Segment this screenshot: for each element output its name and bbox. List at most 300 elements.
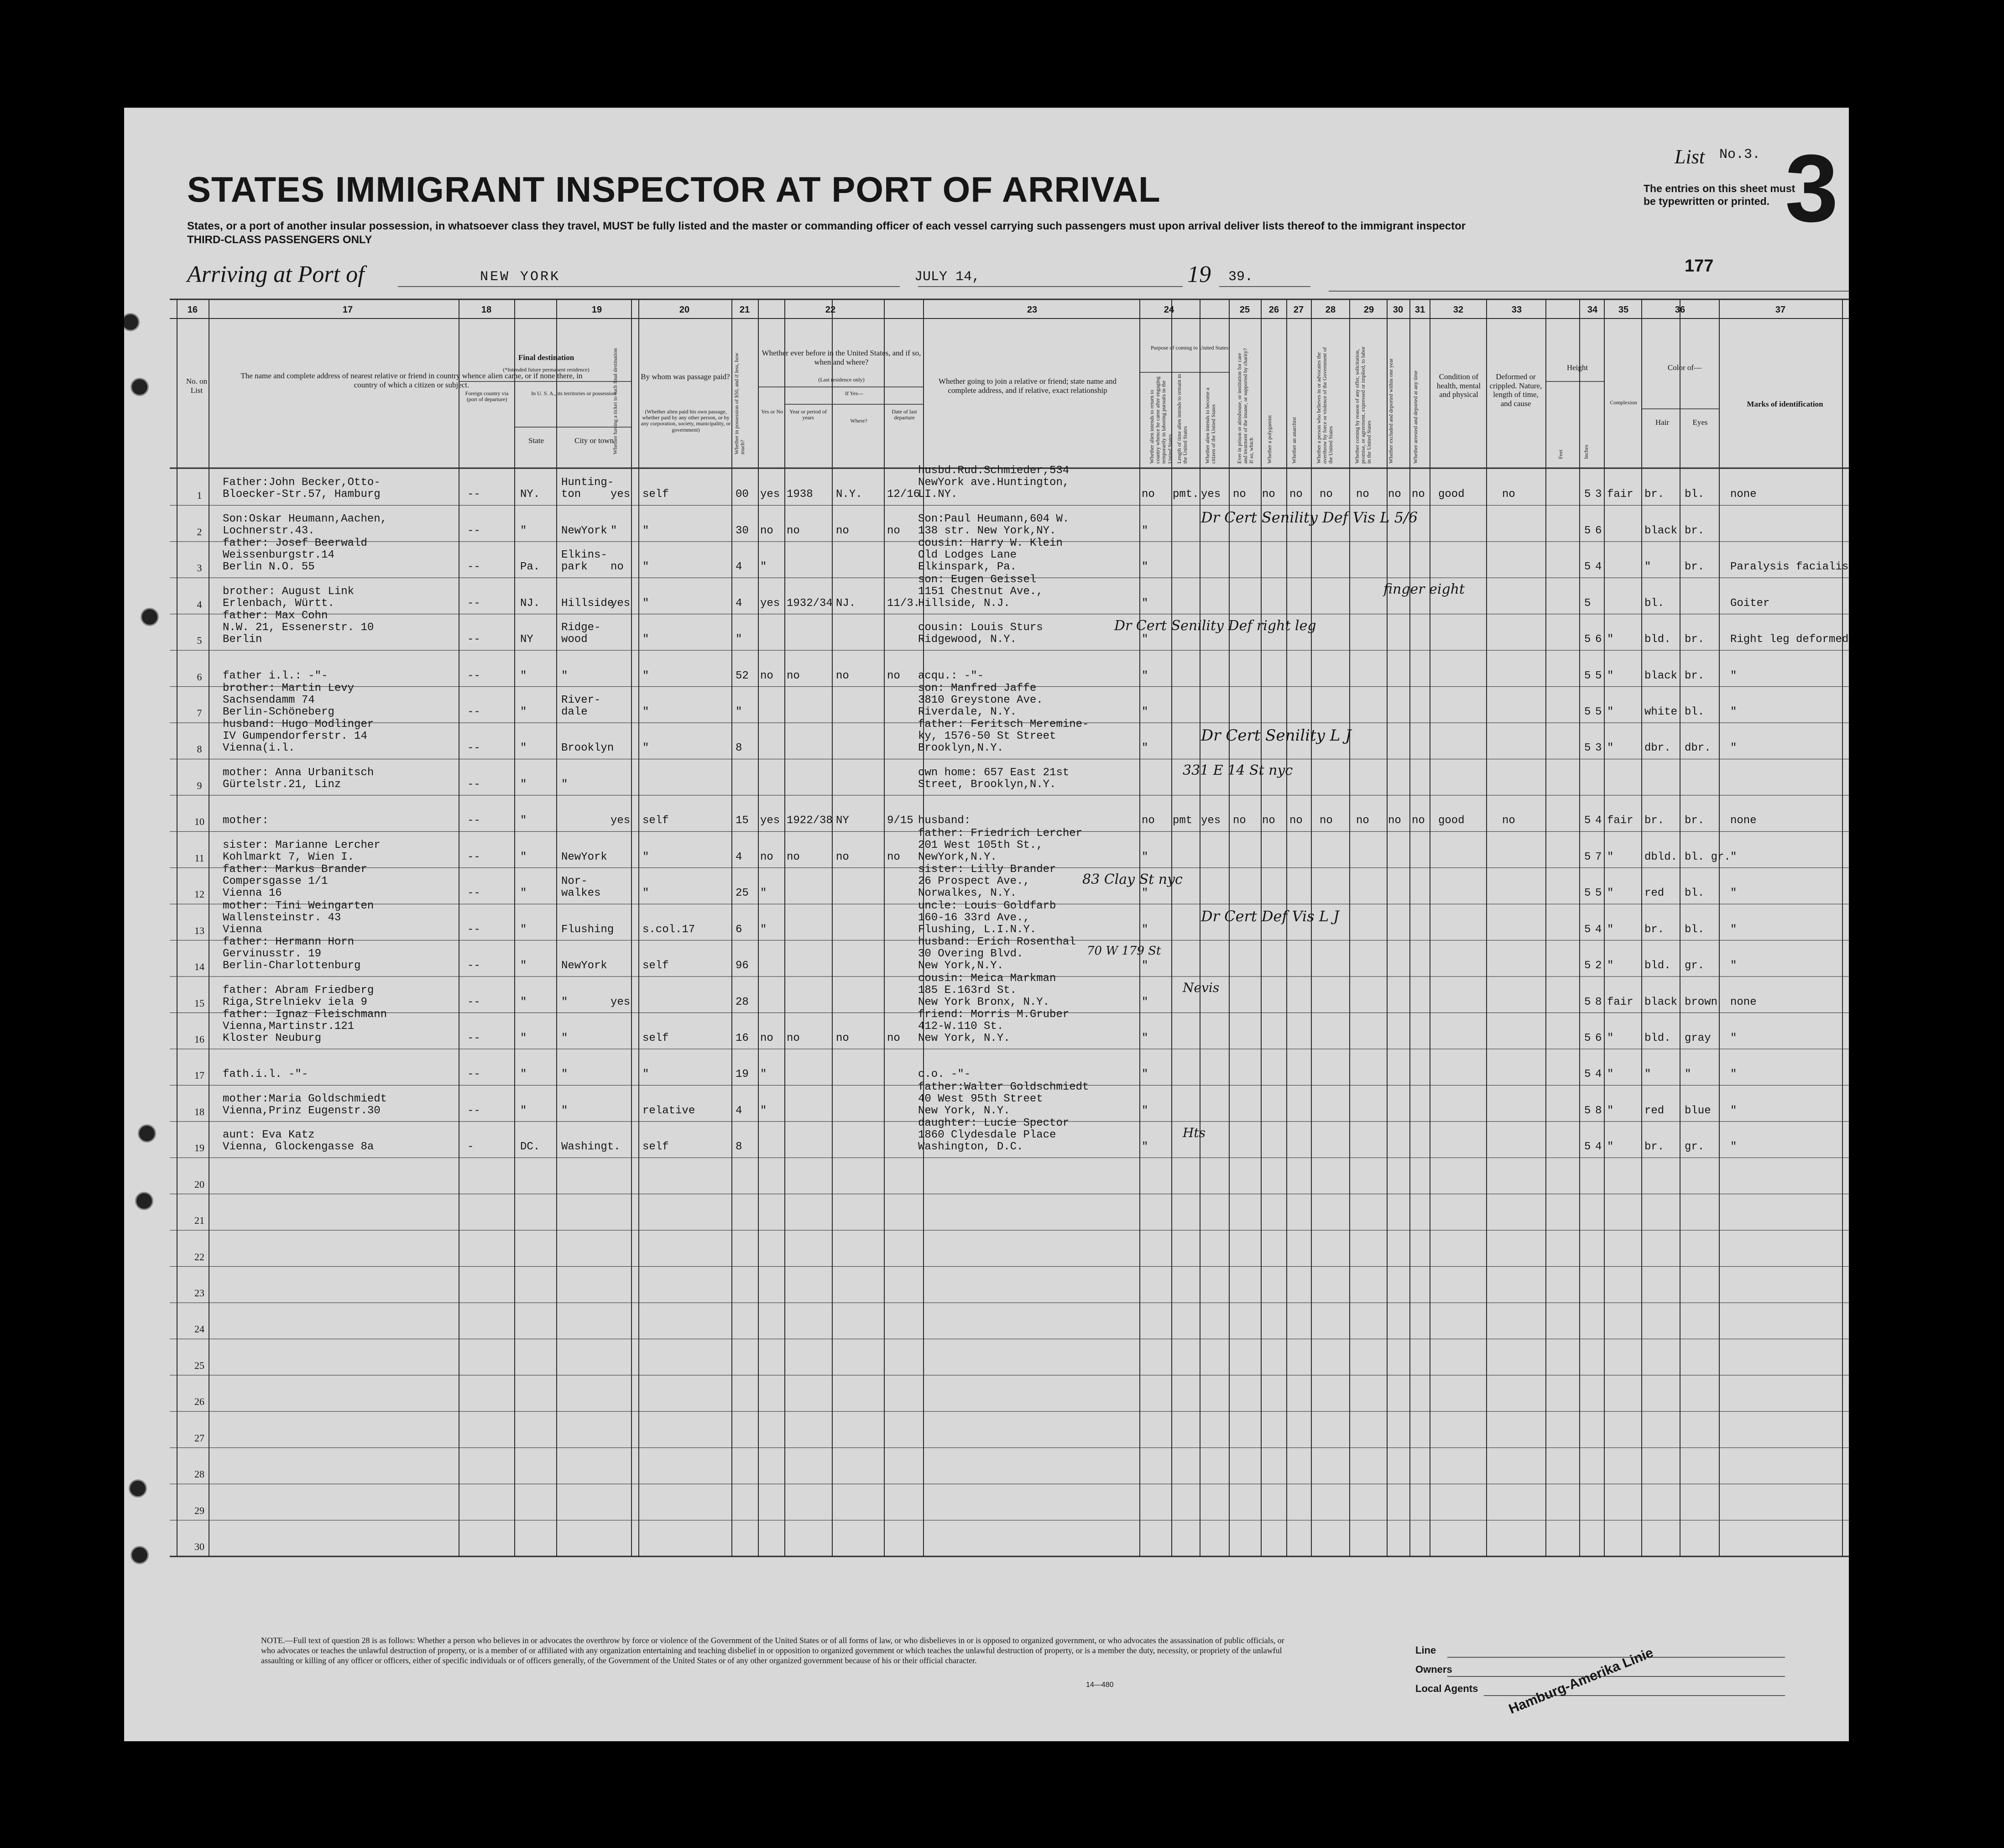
column-number: 30 (1393, 305, 1404, 315)
complexion-cell: " (1607, 1104, 1614, 1117)
header-money: Whether in possession of $50, and if less, how much? (733, 352, 746, 454)
height-feet-cell: 5 (1584, 597, 1591, 610)
column-number: 37 (1775, 305, 1786, 315)
height-feet-cell: 5 (1584, 923, 1591, 936)
header-complexion: Complexion (1610, 399, 1637, 406)
row-number: 8 (197, 743, 202, 755)
relative-address-line: Vienna (223, 923, 262, 936)
city-cell: Brooklyn (561, 742, 614, 755)
state-cell: " (520, 960, 527, 972)
join-relative-line: Elkinspark, Pa. (918, 561, 1017, 574)
row-number: 27 (194, 1432, 204, 1444)
state-cell: " (520, 669, 527, 682)
year-cell: no (787, 669, 800, 682)
money-cell: 19 (736, 1068, 749, 1081)
departure-date-cell: no (887, 1032, 900, 1044)
state-cell: NJ. (520, 597, 540, 610)
height-feet-cell: 5 (1584, 488, 1591, 501)
marks-cell: " (1730, 1104, 1737, 1117)
join-relative-line: 185 E.163rd St. (918, 984, 1017, 997)
prison-cell: no (1233, 488, 1246, 501)
header-last-departure: Date of last departure (892, 408, 917, 421)
join-relative-line: uncle: Louis Goldfarb (918, 899, 1056, 912)
relative-address-line: aunt: Eva Katz (223, 1129, 315, 1142)
row-number: 12 (194, 888, 204, 900)
join-relative-line: Flushing, L.I.N.Y. (918, 923, 1037, 936)
complexion-cell: " (1607, 633, 1614, 646)
purpose-return-cell: " (1142, 1104, 1148, 1117)
hair-cell: br. (1644, 814, 1665, 827)
join-relative-line: cousin: Louis Sturs (918, 621, 1043, 634)
year-cell: 1922/38 (787, 814, 833, 827)
marks-cell: " (1730, 742, 1737, 755)
header-hair: Hair (1655, 418, 1670, 427)
city-cell: dale (561, 706, 588, 719)
ticket-cell: yes (611, 996, 631, 1008)
money-cell: 4 (736, 1104, 742, 1117)
handwritten-note: Dr Cert Senility L J (1201, 726, 1352, 745)
join-relative-line: sister: Lilly Brander (918, 863, 1056, 876)
relative-address-line: Lochnerstr.43. (223, 524, 315, 537)
foreign-port-cell: -- (467, 669, 480, 682)
purpose-return-cell: " (1142, 923, 1148, 936)
city-cell: ton (561, 488, 581, 501)
marks-cell: none (1730, 814, 1757, 827)
purpose-return-cell: no (1142, 488, 1155, 501)
join-relative-line: NewYork,N.Y. (918, 851, 997, 863)
eyes-cell: bl. (1685, 923, 1705, 936)
row-number: 3 (197, 562, 202, 574)
header-polygamist: Whether a polygamist (1266, 415, 1273, 464)
foreign-port-cell: -- (467, 778, 480, 791)
departure-date-cell: 12/16 (887, 488, 920, 501)
height-feet-cell: 5 (1584, 851, 1591, 863)
header-state: State (528, 436, 544, 445)
year-cell: no (787, 1032, 800, 1044)
eyes-cell: bl. (1685, 706, 1705, 719)
header-final-destination-sub: (*Intended future permanent residence) (503, 366, 590, 373)
column-number: 27 (1293, 305, 1304, 315)
join-relative-line: friend: Morris M.Gruber (918, 1008, 1070, 1021)
height-feet-cell: 5 (1584, 1104, 1591, 1117)
relative-address-line: father i.l.: -"- (223, 669, 328, 682)
height-inches-cell: 6 (1595, 1032, 1602, 1044)
foreign-port-cell: -- (467, 524, 480, 537)
join-relative-line: son: Eugen Geissel (918, 573, 1037, 586)
passage-paid-cell: self (642, 488, 669, 501)
join-relative-line: father: Friedrich Lercher (918, 827, 1083, 840)
relative-address-line: husband: Hugo Modlinger (223, 718, 374, 731)
money-cell: 8 (736, 742, 742, 755)
state-cell: " (520, 778, 527, 791)
passage-paid-cell: self (642, 960, 669, 972)
column-number: 18 (481, 305, 492, 315)
purpose-return-cell: no (1142, 814, 1155, 827)
deformed-cell: no (1502, 814, 1515, 827)
hair-cell: bld. (1644, 1032, 1671, 1044)
complexion-cell: " (1607, 851, 1614, 863)
column-number: 28 (1325, 305, 1336, 315)
marks-cell: Goiter (1730, 597, 1770, 610)
foreign-port-cell: -- (467, 742, 480, 755)
header-yes-no: Yes or No (761, 408, 783, 415)
marks-cell: " (1730, 1032, 1737, 1044)
relative-address-line: father: Hermann Horn (223, 936, 355, 949)
join-relative-line: NewYork ave.Huntington, (918, 476, 1070, 489)
header-prison: Ever in prison or almshouse, or institution for care and treatment of the insane, or supported by charity? If so, which (1236, 348, 1255, 464)
join-relative-line: cousin: Meica Markman (918, 972, 1056, 985)
join-relative-line: Hillside, N.J. (918, 597, 1010, 610)
money-cell: 96 (736, 960, 749, 972)
deformed-cell: no (1502, 488, 1515, 501)
join-relative-line: husbd.Rud.Schmieder,534 (918, 465, 1070, 477)
year-cell: no (787, 851, 800, 863)
where-cell: no (836, 1032, 849, 1044)
passage-paid-cell: " (642, 742, 649, 755)
city-cell: NewYork (561, 851, 607, 863)
header-foreign-country: Foreign country via (port of departure) (465, 390, 509, 403)
column-number: 29 (1363, 305, 1374, 315)
ticket-cell: yes (611, 488, 631, 501)
polygamist-cell: no (1262, 814, 1275, 827)
height-feet-cell: 5 (1584, 996, 1591, 1008)
passage-paid-cell: " (642, 524, 649, 537)
complexion-cell: fair (1607, 996, 1633, 1008)
complexion-cell: " (1607, 1141, 1614, 1154)
money-cell: 25 (736, 887, 749, 900)
punch-hole (129, 1479, 147, 1498)
marks-cell: " (1730, 669, 1737, 682)
shipping-line-stamp: Hamburg-Amerika Linie (1507, 1645, 1656, 1717)
relative-address-line: Sachsendamm 74 (223, 694, 315, 707)
city-cell: Hunting- (561, 476, 614, 489)
money-cell: 8 (736, 1141, 742, 1154)
height-inches-cell: 3 (1595, 742, 1602, 755)
hair-cell: black (1644, 669, 1678, 682)
state-cell: " (520, 1104, 527, 1117)
header-feet: Feet (1557, 449, 1564, 459)
join-relative-line: son: Manfred Jaffe (918, 682, 1037, 695)
manifest-sheet (124, 108, 1849, 1741)
arriving-label: Arriving at Port of (187, 261, 365, 287)
header-passage-paid: By whom was passage paid? (641, 372, 730, 381)
join-relative-line: c.o. -"- (918, 1068, 971, 1081)
hair-cell: br. (1644, 488, 1665, 501)
passage-paid-cell: relative (642, 1104, 695, 1117)
relative-address-line: Riga,Strelniekv iela 9 (223, 996, 367, 1008)
labor-offer-cell: no (1356, 814, 1369, 827)
height-feet-cell: 5 (1584, 669, 1591, 682)
height-inches-cell: 8 (1595, 1104, 1602, 1117)
page-number: 177 (1685, 256, 1714, 276)
row-number: 2 (197, 526, 202, 538)
city-cell: park (561, 561, 588, 574)
eyes-cell: " (1685, 1068, 1691, 1081)
city-cell: walkes (561, 887, 601, 900)
state-cell: " (520, 851, 527, 863)
complexion-cell: " (1607, 887, 1614, 900)
overthrow-cell: no (1320, 488, 1333, 501)
height-feet-cell: 5 (1584, 960, 1591, 972)
entries-note-line2: be typewritten or printed. (1644, 195, 1770, 207)
purpose-return-cell: " (1142, 669, 1148, 682)
subtitle-line2: THIRD-CLASS PASSENGERS ONLY (187, 234, 372, 246)
handwritten-note: Hts (1183, 1125, 1206, 1140)
purpose-return-cell: " (1142, 597, 1148, 610)
header-join-relative: Whether going to join a relative or friend; state name and complete address, and if relative, exact relationship (939, 377, 1117, 395)
ticket-cell: yes (611, 597, 631, 610)
column-number: 26 (1268, 305, 1279, 315)
complexion-cell: " (1607, 669, 1614, 682)
column-number: 33 (1511, 305, 1522, 315)
punch-hole (138, 1124, 156, 1143)
ever-before-cell: no (760, 669, 773, 682)
departure-date-cell: 11/3. (887, 597, 920, 610)
money-cell: 6 (736, 923, 742, 936)
money-cell: 4 (736, 561, 742, 574)
relative-address-line: fath.i.l. -"- (223, 1068, 308, 1081)
hair-cell: br. (1644, 1141, 1665, 1154)
join-relative-line: New York, N.Y. (918, 1104, 1010, 1117)
join-relative-line: New York, N.Y. (918, 1032, 1010, 1044)
join-relative-line: 30 Overing Blvd. (918, 948, 1023, 961)
relative-address-line: Compersgasse 1/1 (223, 875, 328, 888)
relative-address-line: Berlin-Charlottenburg (223, 960, 361, 972)
ever-before-cell: no (760, 851, 773, 863)
height-feet-cell: 5 (1584, 742, 1591, 755)
header-inches: Inches (1583, 444, 1589, 459)
arriving-date: JULY 14, (914, 269, 981, 285)
anarchist-cell: no (1289, 488, 1303, 501)
ever-before-cell: " (760, 887, 767, 900)
header-ever-before-sub: (Last residence only) (818, 376, 865, 383)
eyes-cell: br. (1685, 814, 1705, 827)
column-number: 34 (1587, 305, 1598, 315)
header-where: Where? (850, 418, 867, 424)
relative-address-line: brother: August Link (223, 585, 355, 598)
subtitle-line1: States, or a port of another insular possession, in whatsoever class they travel, MUST be fully listed and the master or commanding officer of each vessel carrying such passengers must upon arrival deliver lists thereof to the immigrant inspector (187, 220, 1466, 232)
header-arrested: Whether arrested and deported at any time (1412, 371, 1419, 464)
purpose-citizen-cell: yes (1201, 488, 1221, 501)
height-inches-cell: 5 (1595, 887, 1602, 900)
where-cell: no (836, 669, 849, 682)
foreign-port-cell: -- (467, 1104, 480, 1117)
health-cell: good (1438, 814, 1465, 827)
column-number: 20 (679, 305, 690, 315)
money-cell: 4 (736, 851, 742, 863)
foreign-port-cell: -- (467, 633, 480, 646)
join-relative-line: 1860 Clydesdale Place (918, 1129, 1056, 1142)
passage-paid-cell: " (642, 1068, 649, 1081)
relative-address-line: mother: (223, 814, 269, 827)
where-cell: no (836, 851, 849, 863)
prison-cell: no (1233, 814, 1246, 827)
money-cell: 15 (736, 814, 749, 827)
row-number: 17 (194, 1070, 204, 1081)
eyes-cell: dbr. (1685, 742, 1711, 755)
passage-paid-cell: self (642, 1032, 669, 1044)
column-number: 25 (1239, 305, 1250, 315)
join-relative-line: own home: 657 East 21st (918, 766, 1070, 779)
header-ever-before: Whether ever before in the United States, and if so, when and where? (762, 349, 921, 366)
marks-cell: Paralysis facialis (1730, 561, 1849, 574)
join-relative-line: ky, 1576-50 St Street (918, 730, 1056, 743)
foreign-port-cell: -- (467, 488, 480, 501)
list-number: No.3. (1719, 147, 1761, 162)
hair-cell: " (1644, 561, 1651, 574)
relative-address-line: father: Markus Brander (223, 863, 367, 876)
relative-address-line: father: Josef Beerwald (223, 537, 367, 550)
row-number: 7 (197, 707, 202, 719)
join-relative-line: LI.NY. (918, 488, 958, 501)
ever-before-cell: no (760, 524, 773, 537)
state-cell: NY. (520, 488, 540, 501)
relative-address-line: N.W. 21, Essenerstr. 10 (223, 621, 374, 634)
column-number: 16 (187, 305, 198, 315)
row-number: 5 (197, 635, 202, 647)
header-if-yes: If Yes— (845, 390, 863, 397)
punch-hole (135, 1192, 153, 1210)
height-feet-cell: 5 (1584, 1141, 1591, 1154)
join-relative-line: father:Walter Goldschmiedt (918, 1081, 1089, 1093)
where-cell: NJ. (836, 597, 856, 610)
row-number: 15 (194, 997, 204, 1009)
marks-cell: Right leg deformed (1730, 633, 1849, 646)
column-number: 23 (1027, 305, 1038, 315)
join-relative-line: Old Lodges Lane (918, 549, 1017, 562)
row-number: 20 (194, 1178, 204, 1190)
row-number: 30 (194, 1541, 204, 1552)
row-number: 10 (194, 816, 204, 828)
departure-date-cell: no (887, 669, 900, 682)
purpose-return-cell: " (1142, 887, 1148, 900)
excluded-cell: no (1388, 814, 1401, 827)
height-feet-cell: 5 (1584, 887, 1591, 900)
height-inches-cell: 6 (1595, 633, 1602, 646)
relative-address-line: Son:Oskar Heumann,Aachen, (223, 512, 387, 525)
header-marks: Marks of identification (1747, 400, 1823, 408)
header-no-on-list: No. on List (186, 377, 208, 395)
join-relative-line: father: Feritsch Meremine- (918, 718, 1089, 731)
join-relative-line: Norwalkes, N.Y. (918, 887, 1017, 900)
header-purpose-length: Length of time alien intends to remain in the United States (1176, 374, 1189, 464)
hair-cell: black (1644, 996, 1678, 1008)
money-cell: 16 (736, 1032, 749, 1044)
handwritten-note: Nevis (1183, 980, 1220, 996)
ticket-cell: no (611, 561, 624, 574)
state-cell: NY (520, 633, 533, 646)
punch-hole (130, 378, 149, 396)
height-inches-cell: 4 (1595, 814, 1602, 827)
anarchist-cell: no (1289, 814, 1303, 827)
purpose-return-cell: " (1142, 996, 1148, 1008)
header-excluded: Whether excluded and deported within one year (1388, 358, 1394, 464)
complexion-cell: " (1607, 1068, 1614, 1081)
join-relative-line: New York,N.Y. (918, 960, 1004, 972)
height-inches-cell: 6 (1595, 524, 1602, 537)
join-relative-line: 1151 Chestnut Ave., (918, 585, 1043, 598)
foreign-port-cell: -- (467, 597, 480, 610)
city-cell: " (561, 1104, 568, 1117)
relative-address-line: Vienna,Prinz Eugenstr.30 (223, 1104, 381, 1117)
ever-before-cell: yes (760, 488, 780, 501)
header-anarchist: Whether an anarchist (1291, 417, 1297, 464)
arrested-cell: no (1412, 814, 1425, 827)
relative-address-line: Berlin (223, 633, 262, 646)
handwritten-note: Dr Cert Senility Def Vis L 5/6 (1201, 509, 1418, 527)
passage-paid-cell: s.col.17 (642, 923, 695, 936)
row-number: 21 (194, 1215, 204, 1227)
hair-cell: dbld. (1644, 851, 1678, 863)
marks-cell: " (1730, 923, 1737, 936)
column-number: 22 (825, 305, 836, 315)
row-number: 23 (194, 1287, 204, 1299)
relative-address-line: Gürtelstr.21, Linz (223, 778, 341, 791)
foreign-port-cell: -- (467, 706, 480, 719)
footer-note: NOTE.—Full text of question 28 is as follows: Whether a person who believes in or advocates the overthrow by force or violence of the Government of the United States or of all forms of law, or who disbelieves in or is opposed to organized government, or who advocates the assassination of public officials, or who advocates or teaches the unlawful destruction of property, or is a member of or affiliated with any organization entertaining and teaching disbelief in or opposition to organized government or which teaches the unlawful destruction of property, or is a member the duty, necessity, or propriety of the unlawful assaulting or killing of any officer or officers, either of specific individuals or of officers generally, of the Government of the United States or of any other organized government because of his or their official character. (261, 1636, 1284, 1665)
state-cell: " (520, 814, 527, 827)
relative-address-line: father: Abram Friedberg (223, 984, 374, 997)
money-cell: 28 (736, 996, 749, 1008)
money-cell: " (736, 633, 742, 646)
complexion-cell: " (1607, 706, 1614, 719)
hair-cell: red (1644, 887, 1665, 900)
header-overthrow: Whether a person who believes in or advocates the overthrow by force or violence of the Government of the United States (1315, 347, 1334, 464)
passage-paid-cell: " (642, 706, 649, 719)
header-height: Height (1566, 363, 1588, 372)
passage-paid-cell: " (642, 851, 649, 863)
list-label: List (1675, 146, 1705, 168)
eyes-cell: gr. (1685, 960, 1705, 972)
eyes-cell: br. (1685, 633, 1705, 646)
handwritten-note: Dr Cert Def Vis L J (1201, 908, 1340, 925)
relative-address-line: Kohlmarkt 7, Wien I. (223, 851, 355, 863)
handwritten-note: 70 W 179 St (1087, 944, 1161, 958)
row-number: 11 (194, 852, 204, 864)
join-relative-line: Washington, D.C. (918, 1141, 1023, 1154)
city-cell: Nor- (561, 875, 588, 888)
eyes-cell: br. (1685, 561, 1705, 574)
ticket-cell: " (611, 524, 617, 537)
relative-address-line: Father:John Becker,Otto- (223, 476, 381, 489)
column-number: 35 (1618, 305, 1629, 315)
purpose-return-cell: " (1142, 742, 1148, 755)
passage-paid-cell: self (642, 814, 669, 827)
foreign-port-cell: -- (467, 887, 480, 900)
purpose-return-cell: " (1142, 960, 1148, 972)
state-cell: " (520, 887, 527, 900)
handwritten-note: 83 Clay St nyc (1082, 871, 1183, 887)
header-year: Year or period of years (789, 408, 827, 421)
height-inches-cell: 4 (1595, 1068, 1602, 1081)
header-purpose: Purpose of coming to United States (1150, 345, 1229, 351)
column-number: 19 (591, 305, 602, 315)
purpose-return-cell: " (1142, 1141, 1148, 1154)
passage-paid-cell: " (642, 561, 649, 574)
relative-address-line: Berlin N.O. 55 (223, 561, 315, 574)
city-cell: " (561, 1068, 568, 1081)
arriving-port: NEW YORK (480, 269, 561, 285)
excluded-cell: no (1388, 488, 1401, 501)
join-relative-line: 26 Prospect Ave., (918, 875, 1030, 888)
complexion-cell: " (1607, 923, 1614, 936)
purpose-return-cell: " (1142, 1032, 1148, 1044)
eyes-cell: gray (1685, 1032, 1711, 1044)
header-relative: The name and complete address of nearest relative or friend in country whence alien came, or if none there, in country of which a citizen or subject. (240, 371, 583, 389)
height-feet-cell: 5 (1584, 633, 1591, 646)
eyes-cell: bl. (1685, 488, 1705, 501)
relative-address-line: IV Gumpendorferstr. 14 (223, 730, 367, 743)
